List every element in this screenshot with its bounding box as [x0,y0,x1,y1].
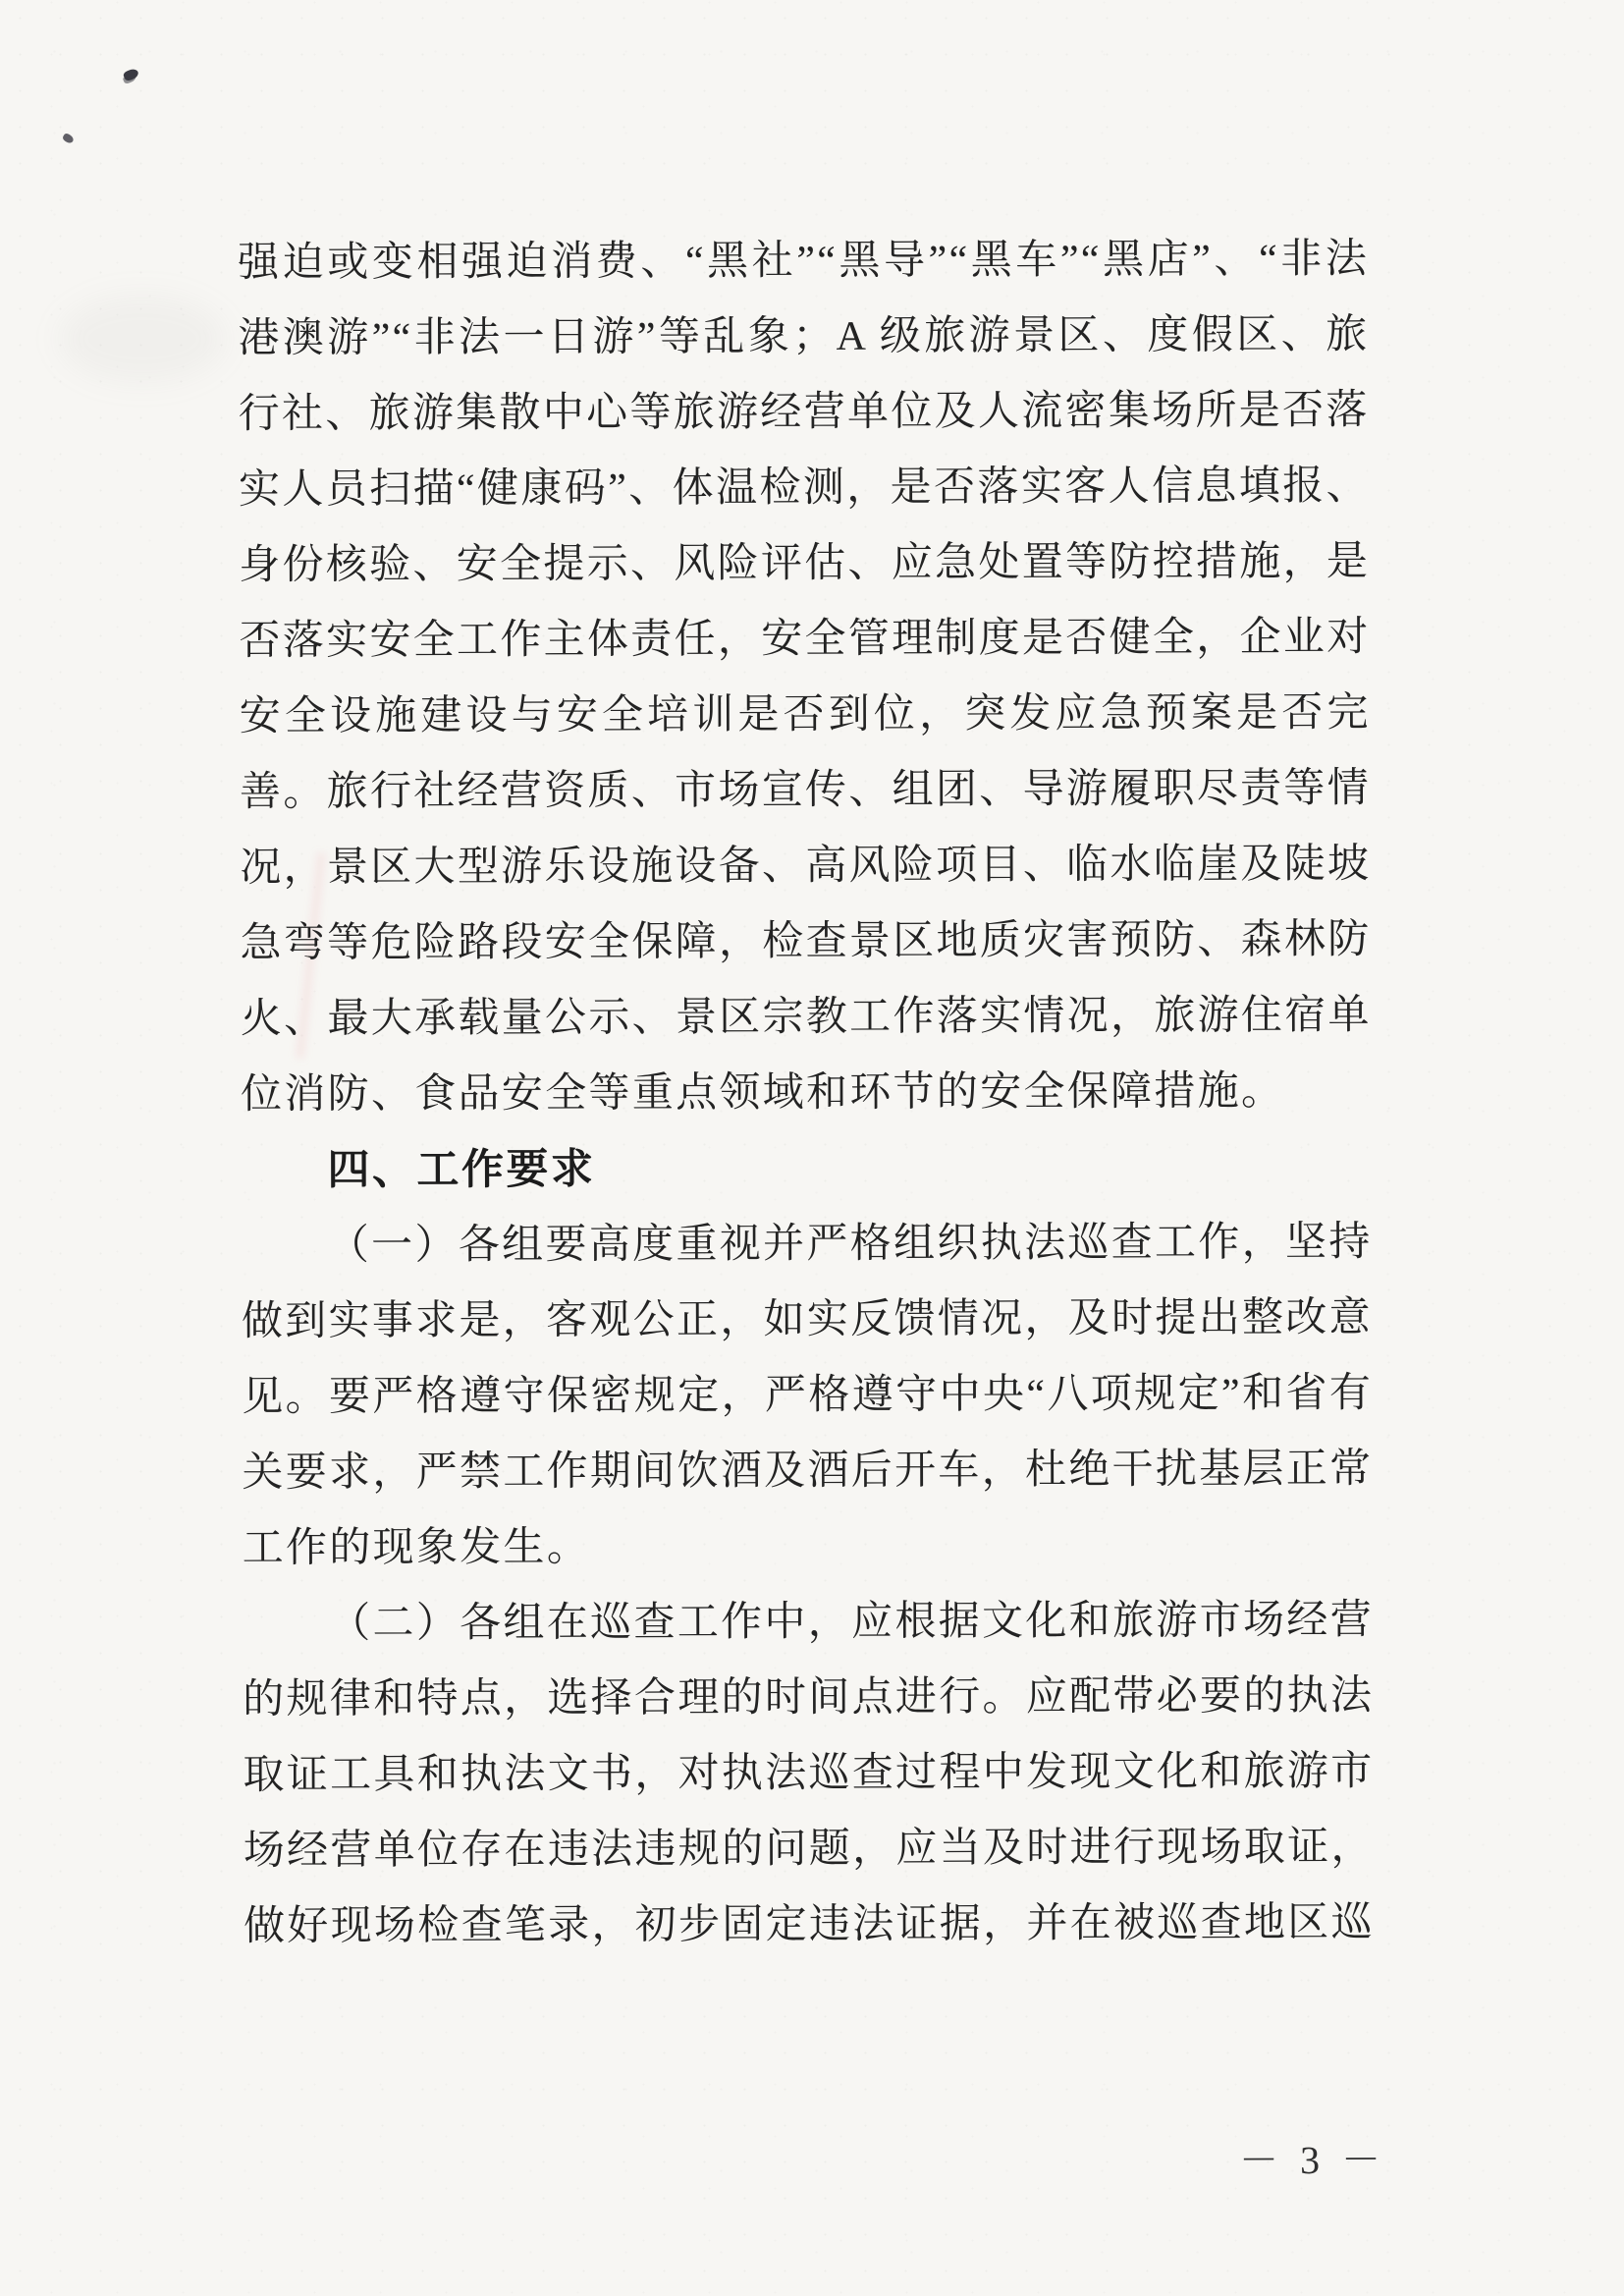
document-body [238,222,1375,1965]
scan-ink-speck [62,133,76,145]
paragraph-item-two: （二）各组在巡查工作中，应根据文化和旅游市场经营的规律和特点，选择合理的时间点进行。应配带必要的执法取证工具和执法文书，对执法巡查过程中发现文化和旅游市场经营单位存在违法违规的问题，应当及时进行现场取证，做好现场检查笔录，初步固定违法证据，并在被巡查地区巡 [243,1597,1375,1949]
paragraph-item-one: （一）各组要高度重视并严格组织执法巡查工作，坚持做到实事求是，客观公正，如实反馈情况，及时提出整改意见。要严格遵守保密规定，严格遵守中央“八项规定”和省有关要求，严禁工作期间饮酒及酒后开车，杜绝干扰基层正常工作的现象发生。 [241,1219,1374,1571]
section-heading-work-requirements: 四、工作要求 [327,1146,596,1194]
page-number: － 3 － [1238,2137,1387,2183]
paragraph-continuation: 强迫或变相强迫消费、“黑社”“黑导”“黑车”“黑店”、“非法港澳游”“非法一日游”等乱象；A 级旅游景区、度假区、旅行社、旅游集散中心等旅游经营单位及人流密集场所是否落实人员扫描“健康码”、体温检测，是否落实客人信息填报、身份核验、安全提示、风险评估、应急处置等防控措施，是否落实安全工作主体责任，安全管理制度是否健全，企业对安全设施建设与安全培训是否到位，突发应急预案是否完善。旅行社经营资质、市场宣传、组团、导游履职尽责等情况，景区大型游乐设施设备、高风险项目、临水临崖及陡坡急弯等危险路段安全保障，检查景区地质灾害预防、森林防火、最大承载量公示、景区宗教工作落实情况，旅游住宿单位消防、食品安全等重点领域和环节的安全保障措施。 [238,236,1372,1118]
scan-smudge [59,295,226,383]
scan-ink-speck [123,67,140,82]
